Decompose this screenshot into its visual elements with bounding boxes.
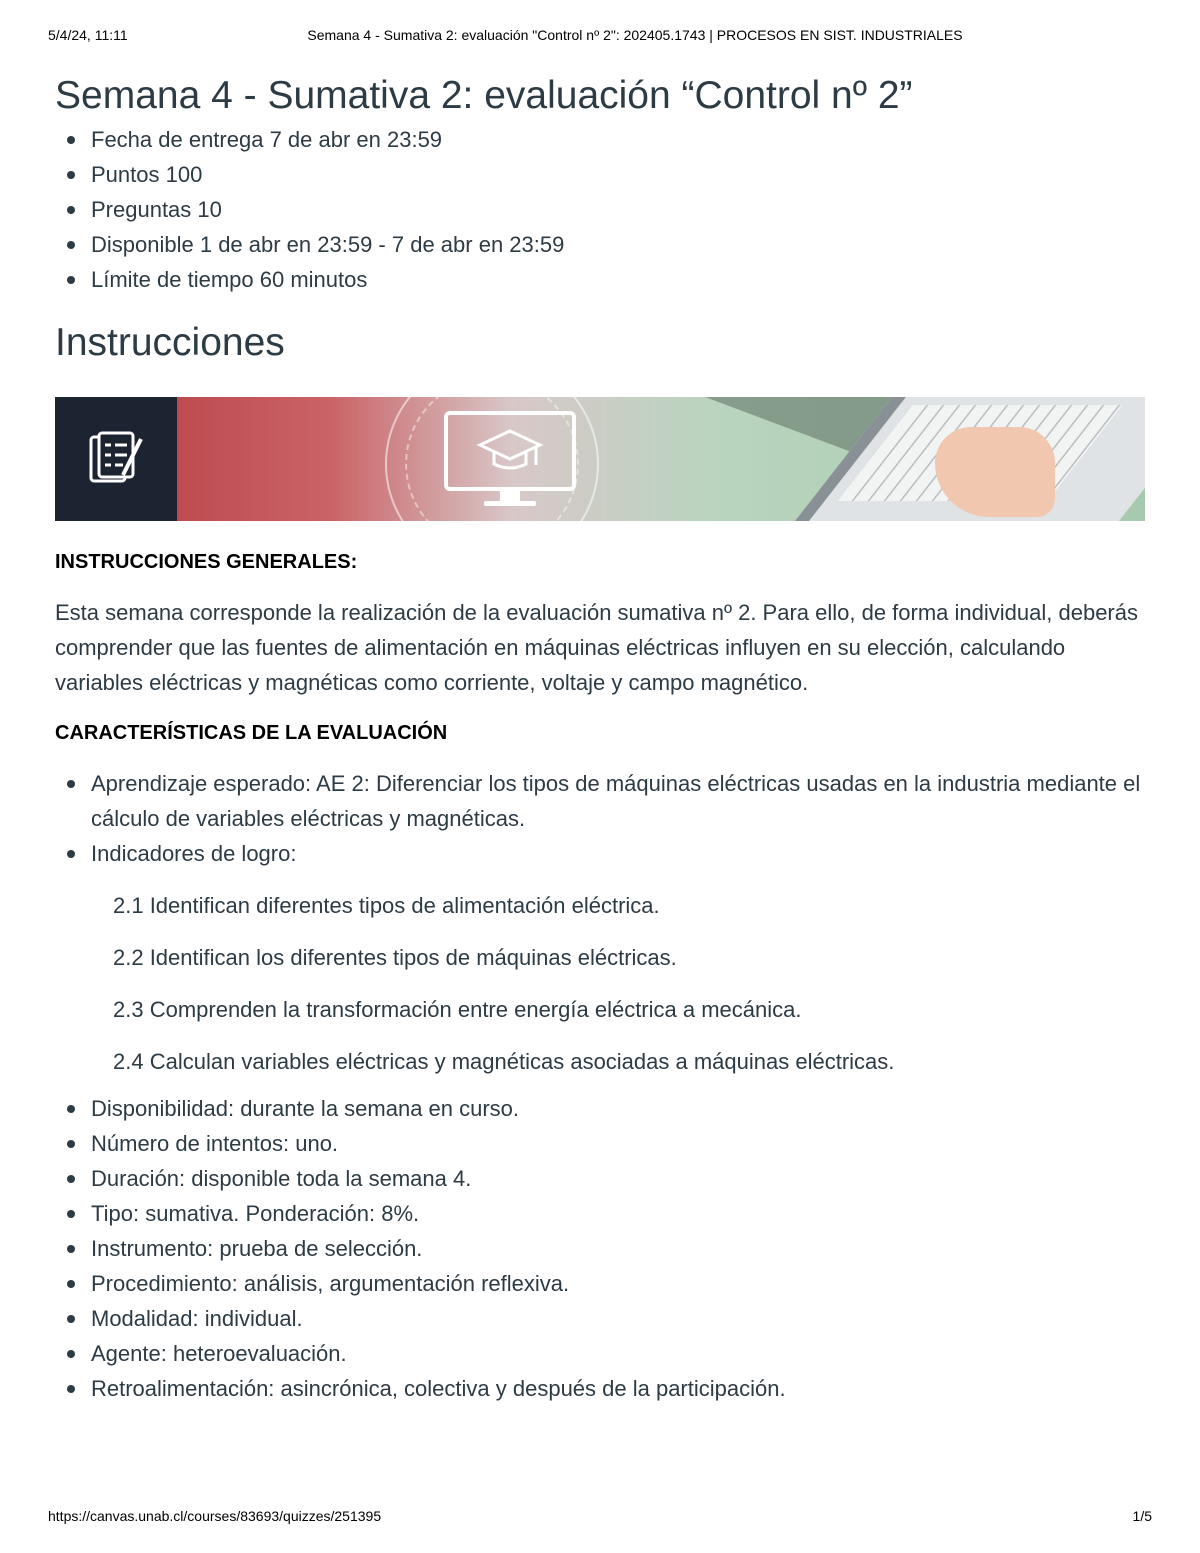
print-date: 5/4/24, 11:11 — [48, 27, 128, 43]
list-item: Indicadores de logro: — [55, 836, 1145, 871]
page-number: 1/5 — [1132, 1508, 1152, 1524]
graduation-monitor-icon — [440, 407, 580, 516]
indicator-item: 2.2 Identifican los diferentes tipos de máquinas eléctricas. — [113, 945, 677, 970]
quiz-meta-available: Disponible 1 de abr en 23:59 - 7 de abr en 23:59 — [55, 227, 1145, 262]
list-item: Número de intentos: uno. — [55, 1126, 1145, 1161]
characteristics-heading: CARACTERÍSTICAS DE LA EVALUACIÓN — [55, 722, 448, 744]
print-url: https://canvas.unab.cl/courses/83693/quizzes/251395 — [48, 1508, 382, 1524]
instructions-paragraph: Esta semana corresponde la realización de la evaluación sumativa nº 2. Para ello, de forma individual, deberás comprender que las fuentes de alimentación en máquinas eléctricas influyen en su elección, calculando variables eléctricas y magnéticas como corriente, voltaje y campo magnético. — [55, 600, 1138, 695]
quiz-meta-list — [55, 122, 1145, 297]
banner-hand — [935, 427, 1055, 517]
quiz-meta-time-limit: Límite de tiempo 60 minutos — [55, 262, 1145, 297]
quiz-meta-questions: Preguntas 10 — [55, 192, 1145, 227]
document-checklist-icon — [87, 431, 147, 492]
indicator-item: 2.3 Comprenden la transformación entre energía eléctrica a mecánica. — [113, 997, 802, 1022]
list-item: Disponibilidad: durante la semana en curso. — [55, 1091, 1145, 1126]
characteristics-list — [55, 766, 1145, 871]
print-footer — [48, 1508, 1152, 1528]
quiz-content — [55, 70, 1145, 1406]
list-item: Agente: heteroevaluación. — [55, 1336, 1145, 1371]
general-instructions-heading: INSTRUCCIONES GENERALES: — [55, 551, 358, 573]
list-item: Procedimiento: análisis, argumentación reflexiva. — [55, 1266, 1145, 1301]
print-title: Semana 4 - Sumativa 2: evaluación "Control nº 2": 202405.1743 | PROCESOS EN SIST. INDUSTRIALES — [307, 27, 963, 43]
list-item: Retroalimentación: asincrónica, colectiva y después de la participación. — [55, 1371, 1145, 1406]
characteristics-list-continued — [55, 1091, 1145, 1406]
quiz-title: Semana 4 - Sumativa 2: evaluación “Control nº 2” — [55, 74, 913, 117]
list-item: Aprendizaje esperado: AE 2: Diferenciar los tipos de máquinas eléctricas usadas en la industria mediante el cálculo de variables eléctricas y magnéticas. — [55, 766, 1145, 836]
list-item: Tipo: sumativa. Ponderación: 8%. — [55, 1196, 1145, 1231]
list-item: Duración: disponible toda la semana 4. — [55, 1161, 1145, 1196]
indicator-item: 2.1 Identifican diferentes tipos de alimentación eléctrica. — [113, 893, 660, 918]
instructions-banner — [55, 397, 1145, 521]
list-item: Instrumento: prueba de selección. — [55, 1231, 1145, 1266]
quiz-meta-due-date: Fecha de entrega 7 de abr en 23:59 — [55, 122, 1145, 157]
list-item: Modalidad: individual. — [55, 1301, 1145, 1336]
print-header — [48, 27, 1152, 47]
instructions-heading: Instrucciones — [55, 321, 285, 364]
indicator-item: 2.4 Calculan variables eléctricas y magnéticas asociadas a máquinas eléctricas. — [113, 1049, 895, 1074]
quiz-meta-points: Puntos 100 — [55, 157, 1145, 192]
